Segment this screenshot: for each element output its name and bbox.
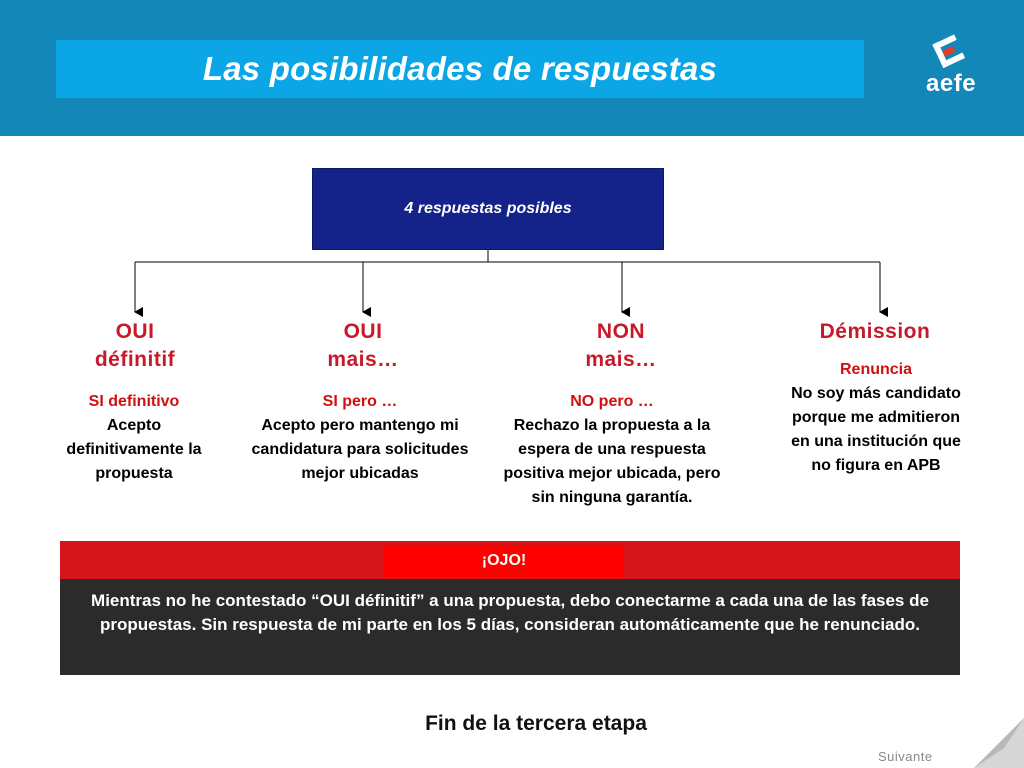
option-4-spanish-text: No soy más candidato porque me admitieron en una institución que no figura en APB — [791, 385, 961, 474]
logo-text: aefe — [926, 70, 977, 97]
responses-root-label: 4 respuestas posibles — [404, 200, 572, 217]
option-3-french-label — [546, 318, 696, 374]
option-1-spanish-title: SI definitivo — [88, 393, 180, 410]
option-1-spanish-text: Acepto definitivamente la propuesta — [66, 417, 202, 482]
option-3-spanish-text: Rechazo la propuesta a la espera de una respuesta positiva mejor ubicada, pero sin ninguna garantía. — [503, 417, 721, 506]
option-2-spanish-text: Acepto pero mantengo mi candidatura para solicitudes mejor ubicadas — [251, 417, 469, 482]
option-3-french-line1: NON — [596, 320, 646, 343]
option-2-french-line2: mais… — [327, 348, 399, 371]
option-4-french-line1: Démission — [819, 320, 931, 343]
option-1-description — [52, 390, 216, 486]
option-2-spanish-title: SI pero … — [322, 393, 398, 410]
option-2-french-line1: OUI — [343, 320, 383, 343]
option-1-french-line2: définitif — [94, 348, 176, 371]
warning-header-bar — [60, 541, 960, 579]
option-4-spanish-title: Renuncia — [839, 361, 912, 378]
option-4-french-label — [800, 318, 950, 346]
warning-panel — [60, 541, 960, 675]
option-3-spanish-title: NO pero … — [570, 393, 654, 410]
option-3-description — [492, 390, 732, 510]
option-2-description — [248, 390, 472, 486]
page-curl-icon[interactable] — [974, 718, 1024, 768]
warning-text: Mientras no he contestado “OUI définitif” a una propuesta, debo conectarme a cada una de las fases de propuestas. Sin respuesta de mi parte en los 5 días, consideran automáticamente que he renunciado. — [91, 591, 929, 634]
option-4-description — [788, 358, 964, 478]
end-of-stage-text: Fin de la tercera etapa — [425, 712, 647, 735]
option-1-french-line1: OUI — [115, 320, 155, 343]
warning-label: ¡OJO! — [384, 545, 624, 577]
option-2-french-label — [288, 318, 438, 374]
option-3-french-line2: mais… — [585, 348, 657, 371]
page-title: Las posibilidades de respuestas — [202, 50, 718, 87]
next-link[interactable]: Suivante — [878, 749, 933, 764]
option-1-french-label — [60, 318, 210, 374]
